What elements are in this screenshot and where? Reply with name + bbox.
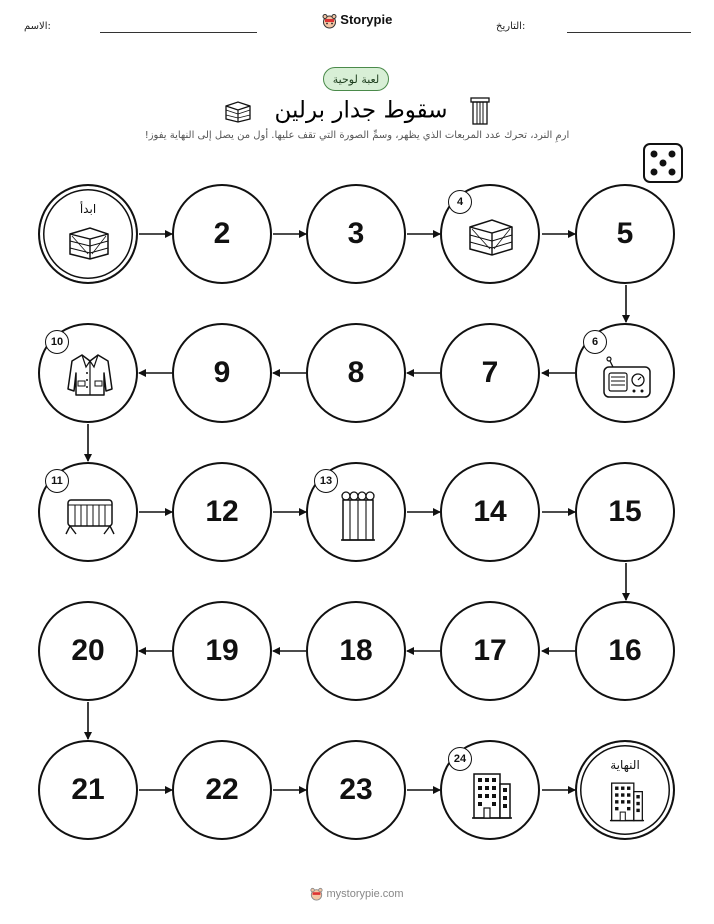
cell-24-number-badge: 24 (448, 747, 472, 771)
cell-6-number-badge: 6 (583, 330, 607, 354)
building-icon (608, 778, 646, 824)
instructions: ارمِ النرد، تحرك عدد المربعات الذي يظهر، وسمِّ الصورة التي تقف عليها. أول من يصل إلى النهاية يفوز! (144, 130, 570, 141)
cell-10-number-badge: 10 (45, 330, 69, 354)
cell-11-number-badge: 11 (45, 469, 69, 493)
cell-23[interactable] (306, 740, 406, 840)
cell-16[interactable] (575, 601, 675, 701)
title-text: سقوط جدار برلين (274, 97, 448, 124)
game-type-badge: لعبة لوحية (323, 67, 389, 91)
crate-icon (466, 216, 516, 258)
cell-13-number-badge: 13 (314, 469, 338, 493)
footer-url[interactable]: mystorypie.com (326, 887, 404, 900)
radio-icon (601, 355, 653, 401)
cell-5[interactable] (575, 184, 675, 284)
cell-4-number-badge: 4 (448, 190, 472, 214)
cell-number: 12 (205, 495, 239, 528)
date-label: التاريخ: (496, 21, 526, 32)
cell-finish[interactable] (575, 740, 675, 840)
cell-number: 23 (339, 773, 373, 806)
cell-number: 7 (481, 356, 499, 389)
coat-icon (64, 349, 116, 401)
cell-9[interactable] (172, 323, 272, 423)
start-label: ابدأ (79, 202, 97, 216)
cell-number: 14 (473, 495, 507, 528)
cell-number: 22 (205, 773, 239, 806)
cell-start[interactable] (38, 184, 138, 284)
cell-number: 15 (608, 495, 642, 528)
cell-number: 19 (205, 634, 239, 667)
cell-20[interactable] (38, 601, 138, 701)
cell-number: 17 (473, 634, 507, 667)
cell-7[interactable] (440, 323, 540, 423)
cell-15[interactable] (575, 462, 675, 562)
cell-number: 2 (213, 217, 231, 250)
cell-number: 9 (213, 356, 231, 389)
cell-3[interactable] (306, 184, 406, 284)
crate-icon (66, 224, 112, 262)
footer (0, 887, 714, 901)
cell-number: 3 (347, 217, 365, 250)
cell-17[interactable] (440, 601, 540, 701)
cell-21[interactable] (38, 740, 138, 840)
cell-number: 18 (339, 634, 373, 667)
finish-label: النهاية (610, 758, 640, 772)
name-label: الاسم: (24, 21, 51, 32)
cell-2[interactable] (172, 184, 272, 284)
cell-18[interactable] (306, 601, 406, 701)
cell-14[interactable] (440, 462, 540, 562)
cell-number: 16 (608, 634, 642, 667)
cell-22[interactable] (172, 740, 272, 840)
cell-8[interactable] (306, 323, 406, 423)
building-icon (470, 768, 514, 822)
cell-number: 8 (347, 356, 365, 389)
brand-name: Storypie (340, 12, 393, 27)
wall-segment-icon (338, 488, 378, 544)
cell-number: 20 (71, 634, 105, 667)
cell-12[interactable] (172, 462, 272, 562)
cell-number: 5 (616, 217, 634, 250)
storypie-logo-icon (310, 887, 323, 901)
barrier-icon (62, 492, 118, 538)
cell-number: 21 (71, 773, 105, 806)
cell-19[interactable] (172, 601, 272, 701)
